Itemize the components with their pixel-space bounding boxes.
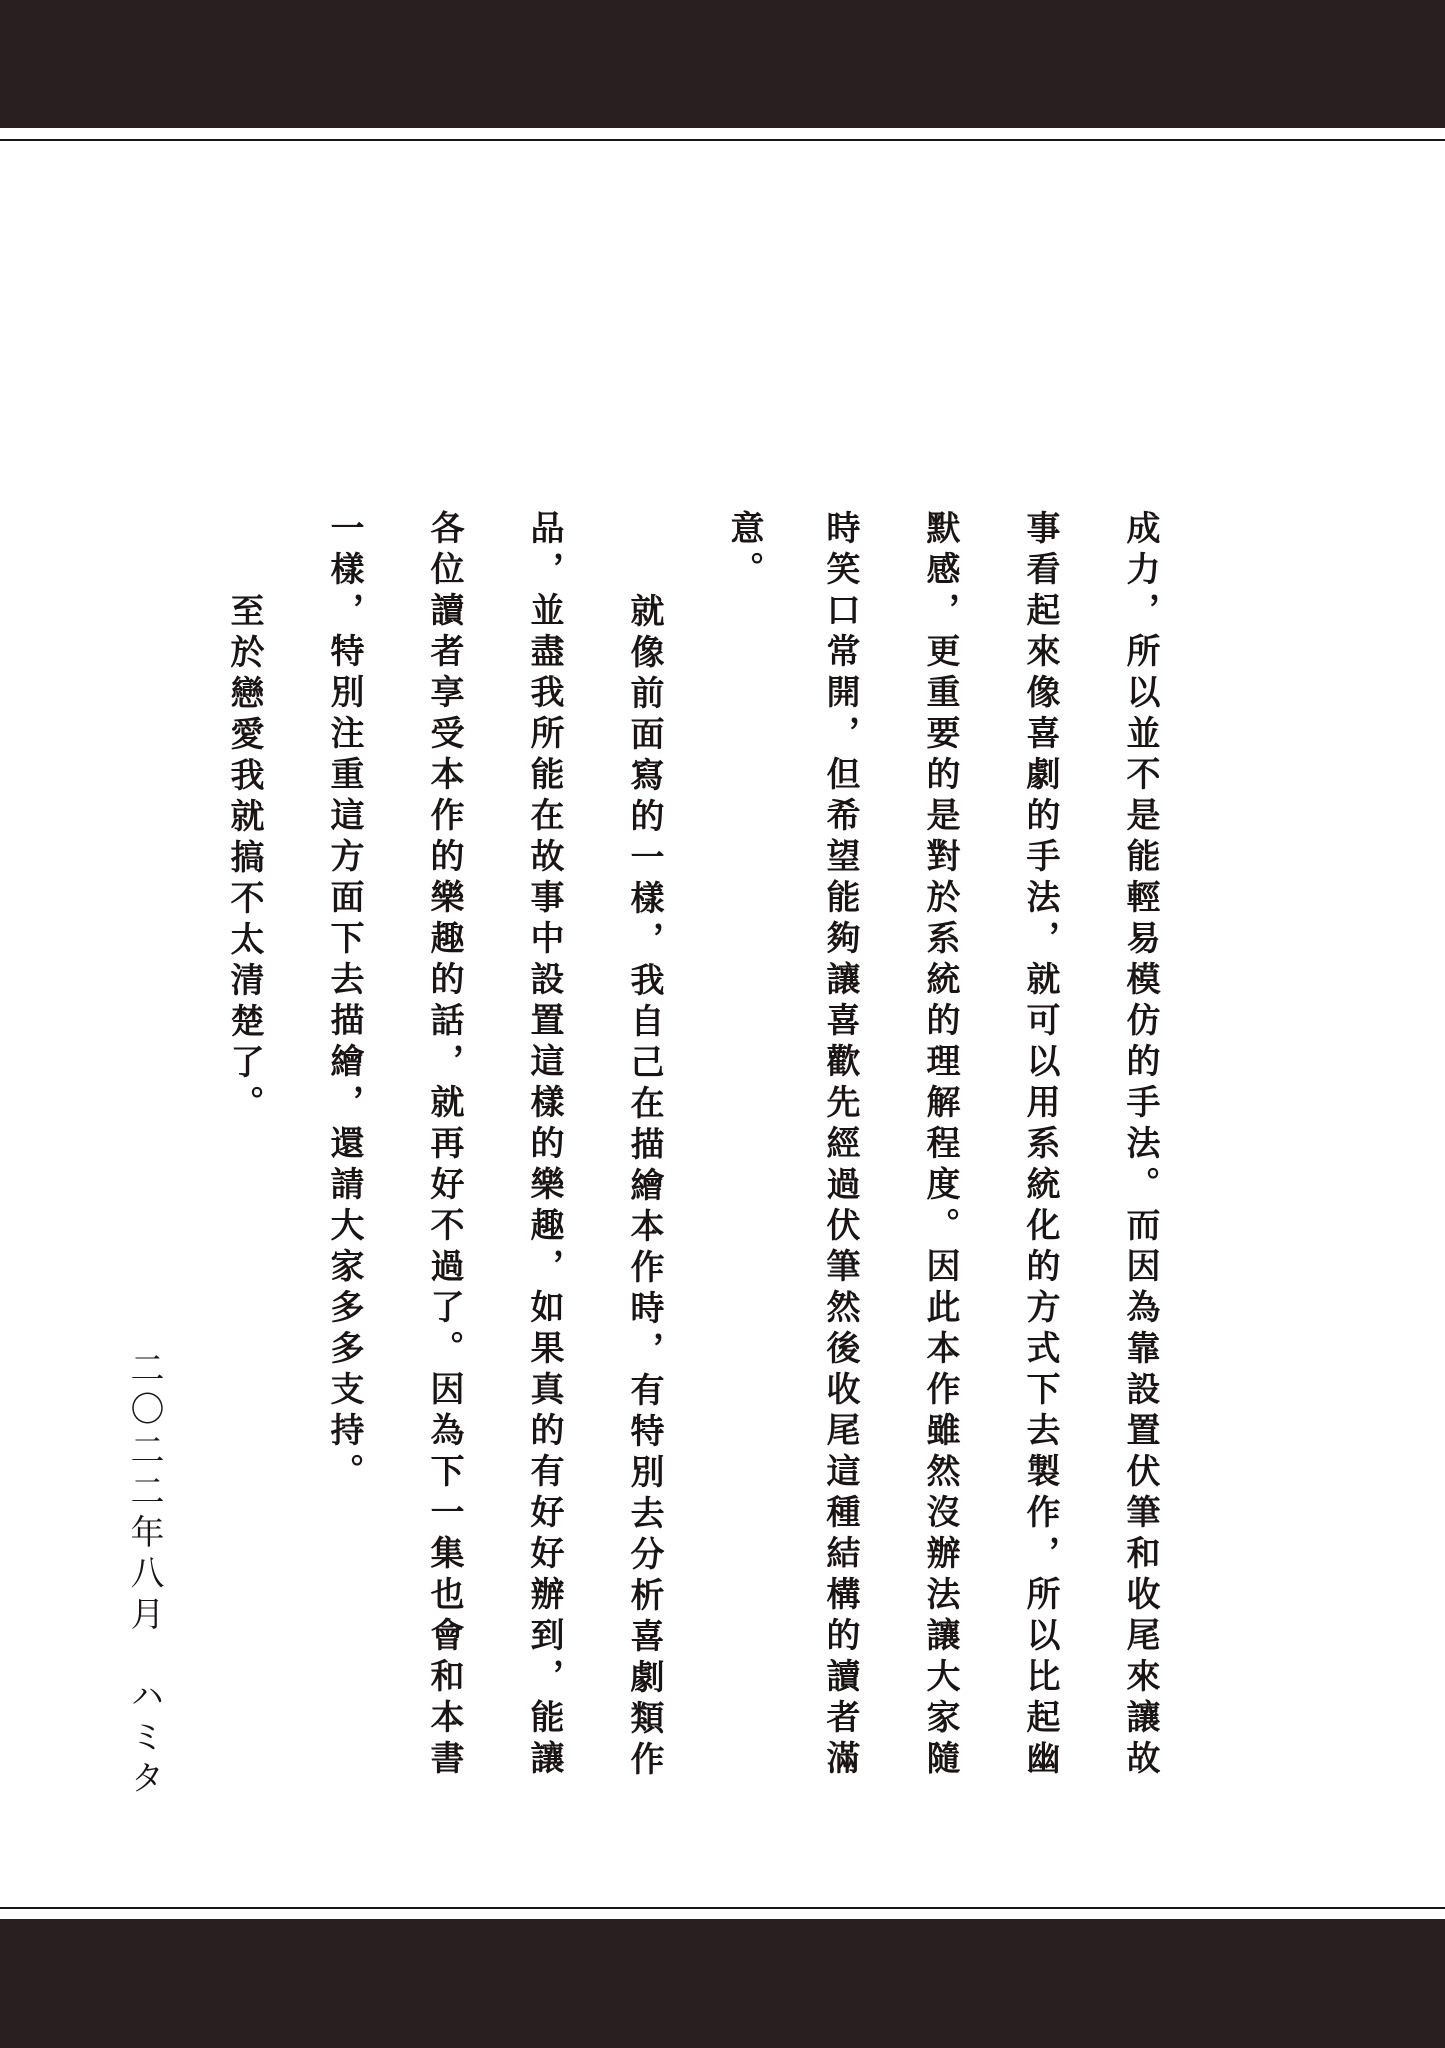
bottom-rule — [0, 1907, 1445, 1909]
text-column-10: 至於戀愛我就搞不太清楚了。 — [224, 593, 264, 1126]
text-column-5: 意。 — [724, 510, 764, 592]
text-column-1: 成力，所以並不是能輕易模仿的手法。而因為靠設置伏筆和收尾來讓故 — [1120, 510, 1160, 1781]
text-column-2: 事看起來像喜劇的手法，就可以用系統化的方式下去製作，所以比起幽 — [1020, 510, 1060, 1781]
top-rule — [0, 139, 1445, 141]
text-column-8: 各位讀者享受本作的樂趣的話，就再好不過了。因為下一集也會和本書 — [424, 510, 464, 1781]
text-column-9: 一樣，特別注重這方面下去描繪，還請大家多多支持。 — [324, 510, 364, 1494]
top-frame-bar — [0, 0, 1445, 128]
text-column-6: 就像前面寫的一樣，我自己在描繪本作時，有特別去分析喜劇類作 — [624, 593, 664, 1782]
text-column-4: 時笑口常開，但希望能夠讓喜歡先經過伏筆然後收尾這種結構的讀者滿 — [820, 510, 860, 1781]
bottom-frame-bar — [0, 1919, 1445, 2048]
text-column-7: 品，並盡我所能在故事中設置這樣的樂趣，如果真的有好好辦到，能讓 — [524, 510, 564, 1781]
text-column-3: 默感，更重要的是對於系統的理解程度。因此本作雖然沒辦法讓大家隨 — [920, 510, 960, 1781]
date-signature: 二〇二二年八月 ハミタ — [124, 1350, 164, 1801]
